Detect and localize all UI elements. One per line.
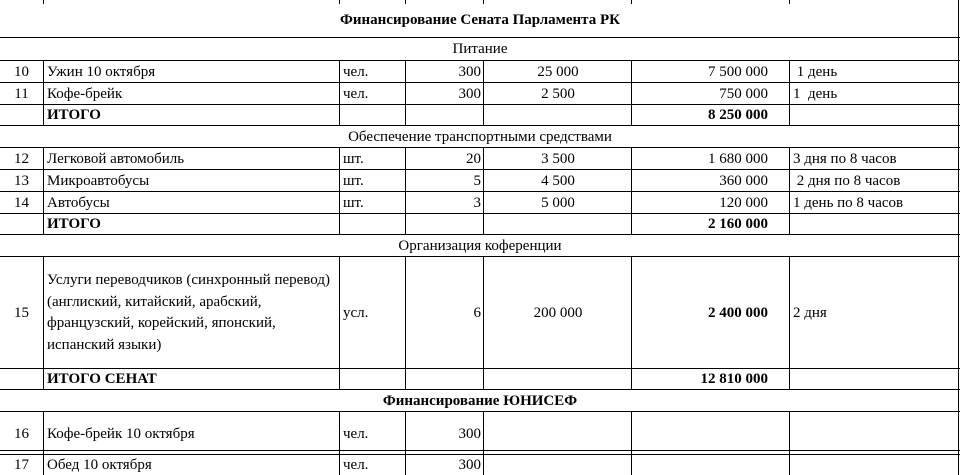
section-food: Питание — [452, 40, 508, 57]
row-15-duration: 2 дня — [793, 304, 827, 321]
row-11-qty: 300 — [458, 85, 481, 102]
total-transport-value: 2 160 000 — [708, 216, 768, 232]
grid-line — [0, 169, 960, 170]
row-12-num: 12 — [14, 150, 29, 167]
total-food-label: ИТОГО — [47, 107, 101, 123]
row-13-name: Микроавтобусы — [47, 172, 150, 189]
grid-line — [631, 147, 632, 234]
row-10-name: Ужин 10 октября — [47, 63, 156, 80]
row-15-total: 2 400 000 — [708, 304, 768, 321]
row-17-name: Обед 10 октября — [47, 456, 152, 473]
row-10-duration: 1 день — [793, 63, 838, 80]
grid-line — [0, 37, 960, 38]
grid-line — [0, 213, 960, 214]
row-15-name: Услуги переводчиков (синхронный перевод) (англиский, китайский, арабский, французский, корейский, японский, испанский языки) — [47, 272, 330, 353]
grid-line — [339, 256, 340, 389]
grid-line — [0, 104, 960, 105]
row-14-num: 14 — [14, 194, 29, 211]
total-food-value: 8 250 000 — [708, 107, 768, 123]
row-14-price: 5 000 — [541, 194, 575, 211]
grid-line — [43, 411, 44, 475]
row-11-name: Кофе-брейк — [47, 85, 123, 102]
row-14-unit: шт. — [343, 194, 364, 211]
grid-line — [43, 256, 44, 389]
grid-line — [0, 60, 960, 61]
grid-line — [43, 147, 44, 234]
row-13-duration: 2 дня по 8 часов — [793, 172, 901, 189]
grid-line — [789, 147, 790, 234]
row-14-qty: 3 — [473, 194, 481, 211]
grid-line — [0, 368, 960, 369]
row-17-unit: чел. — [343, 456, 369, 473]
grid-line — [405, 256, 406, 389]
row-16-num: 16 — [14, 426, 29, 442]
row-13-price: 4 500 — [541, 172, 575, 189]
grid-line — [43, 0, 44, 4]
grid-line — [405, 60, 406, 125]
row-16-qty: 300 — [458, 426, 481, 442]
grid-line — [339, 411, 340, 475]
grid-line — [0, 454, 960, 455]
total-transport-label: ИТОГО — [47, 216, 101, 232]
grid-line — [0, 389, 960, 390]
grid-line — [789, 0, 790, 4]
row-10-qty: 300 — [458, 63, 481, 80]
grid-line — [631, 60, 632, 125]
grid-line — [483, 0, 484, 4]
row-11-num: 11 — [14, 85, 29, 102]
row-14-duration: 1 день по 8 часов — [793, 194, 904, 211]
row-11-price: 2 500 — [541, 85, 575, 102]
total-senate-value: 12 810 000 — [700, 371, 768, 387]
row-11-total: 750 000 — [719, 85, 768, 102]
grid-line — [0, 411, 960, 412]
title-unicef: Финансирование ЮНИСЕФ — [382, 392, 578, 409]
grid-line — [0, 234, 960, 235]
row-10-num: 10 — [14, 63, 29, 80]
grid-line — [405, 411, 406, 475]
row-10-total: 7 500 000 — [708, 63, 768, 80]
grid-line — [789, 60, 790, 125]
row-16-unit: чел. — [343, 426, 369, 442]
row-12-total: 1 680 000 — [708, 150, 768, 167]
grid-line — [789, 411, 790, 475]
row-12-unit: шт. — [343, 150, 364, 167]
row-17-num: 17 — [14, 456, 29, 473]
row-14-name: Автобусы — [47, 194, 110, 211]
grid-line — [339, 60, 340, 125]
row-10-unit: чел. — [343, 63, 369, 80]
row-17-qty: 300 — [458, 456, 481, 473]
row-12-price: 3 500 — [541, 150, 575, 167]
row-11-unit: чел. — [343, 85, 369, 102]
row-11-duration: 1 день — [793, 85, 838, 102]
row-15-qty: 6 — [473, 304, 481, 321]
grid-line — [631, 256, 632, 389]
grid-line — [0, 191, 960, 192]
grid-line — [0, 82, 960, 83]
grid-line — [339, 0, 340, 4]
row-15-num: 15 — [14, 304, 29, 321]
row-12-qty: 20 — [466, 150, 481, 167]
grid-line — [631, 411, 632, 475]
row-12-name: Легковой автомобиль — [47, 150, 185, 167]
row-13-total: 360 000 — [719, 172, 768, 189]
grid-line — [405, 147, 406, 234]
row-13-num: 13 — [14, 172, 29, 189]
row-12-duration: 3 дня по 8 часов — [793, 150, 897, 167]
grid-line — [405, 0, 406, 4]
row-16-name: Кофе-брейк 10 октября — [47, 426, 195, 442]
row-14-total: 120 000 — [719, 194, 768, 211]
title-senate: Финансирование Сената Парламента РК — [339, 11, 620, 28]
grid-line — [483, 256, 484, 389]
grid-line — [631, 0, 632, 4]
section-conference: Организация коференции — [398, 237, 562, 254]
row-13-qty: 5 — [473, 172, 481, 189]
grid-line — [483, 411, 484, 475]
row-13-unit: шт. — [343, 172, 364, 189]
grid-line — [0, 147, 960, 148]
grid-line — [483, 60, 484, 125]
grid-line — [789, 256, 790, 389]
total-senate-label: ИТОГО СЕНАТ — [47, 371, 157, 387]
grid-line — [43, 60, 44, 125]
row-10-price: 25 000 — [537, 63, 579, 80]
grid-line — [0, 450, 960, 451]
grid-line — [483, 147, 484, 234]
row-15-price: 200 000 — [533, 304, 583, 321]
grid-line — [958, 0, 959, 475]
grid-line — [0, 256, 960, 257]
grid-line — [339, 147, 340, 234]
row-15-unit: усл. — [343, 304, 369, 321]
grid-line — [0, 125, 960, 126]
section-transport: Обеспечение транспортными средствами — [348, 128, 612, 145]
